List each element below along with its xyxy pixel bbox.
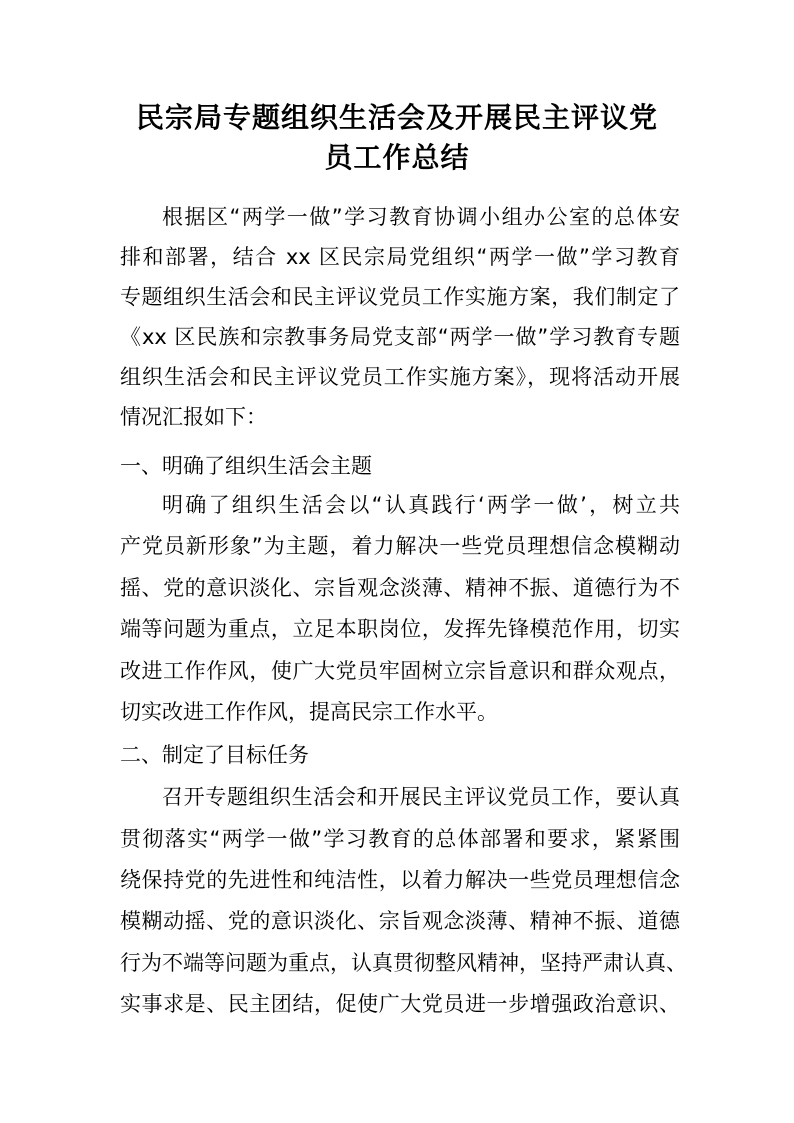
paragraph-line: 明确了组织生活会以“认真践行‘两学一做’，树立共 bbox=[162, 493, 680, 517]
paragraph-line: 根据区“两学一做”学习教育协调小组办公室的总体安 bbox=[162, 205, 680, 229]
section-heading-2: 二、制定了目标任务 bbox=[120, 743, 309, 767]
paragraph-line: 改进工作作风，使广大党员牢固树立宗旨意识和群众观点， bbox=[120, 659, 680, 683]
paragraph-line: 切实改进工作作风，提高民宗工作水平。 bbox=[120, 700, 498, 724]
section-heading-1: 一、明确了组织生活会主题 bbox=[120, 454, 372, 478]
paragraph-line: 模糊动摇、党的意识淡化、宗旨观念淡薄、精神不振、道德 bbox=[120, 909, 680, 933]
paragraph-line: 情况汇报如下： bbox=[120, 405, 267, 429]
document-title-line-1: 民宗局专题组织生活会及开展民主评议党 bbox=[135, 101, 658, 134]
paragraph-line: 行为不端等问题为重点，认真贯彻整风精神，坚持严肃认真、 bbox=[120, 951, 687, 975]
paragraph-line: 摇、党的意识淡化、宗旨观念淡薄、精神不振、道德行为不 bbox=[120, 576, 680, 600]
paragraph-line: 召开专题组织生活会和开展民主评议党员工作，要认真 bbox=[162, 785, 680, 809]
paragraph-line: 贯彻落实“两学一做”学习教育的总体部署和要求，紧紧围 bbox=[120, 827, 680, 851]
document-title-line-2: 员工作总结 bbox=[324, 141, 470, 174]
paragraph-line: 产党员新形象”为主题，着力解决一些党员理想信念模糊动 bbox=[120, 534, 680, 558]
paragraph-line: 绕保持党的先进性和纯洁性，以着力解决一些党员理想信念 bbox=[120, 868, 680, 892]
paragraph-line: 排和部署，结合 xx 区民宗局党组织“两学一做”学习教育 bbox=[120, 245, 680, 269]
paragraph-line: 《xx 区民族和宗教事务局党支部“两学一做”学习教育专题 bbox=[120, 325, 680, 349]
paragraph-line: 实事求是、民主团结，促使广大党员进一步增强政治意识、 bbox=[120, 992, 680, 1016]
paragraph-line: 专题组织生活会和民主评议党员工作实施方案，我们制定了 bbox=[120, 285, 680, 309]
paragraph-line: 组织生活会和民主评议党员工作实施方案》，现将活动开展 bbox=[120, 365, 680, 389]
paragraph-line: 端等问题为重点，立足本职岗位，发挥先锋模范作用，切实 bbox=[120, 617, 680, 641]
